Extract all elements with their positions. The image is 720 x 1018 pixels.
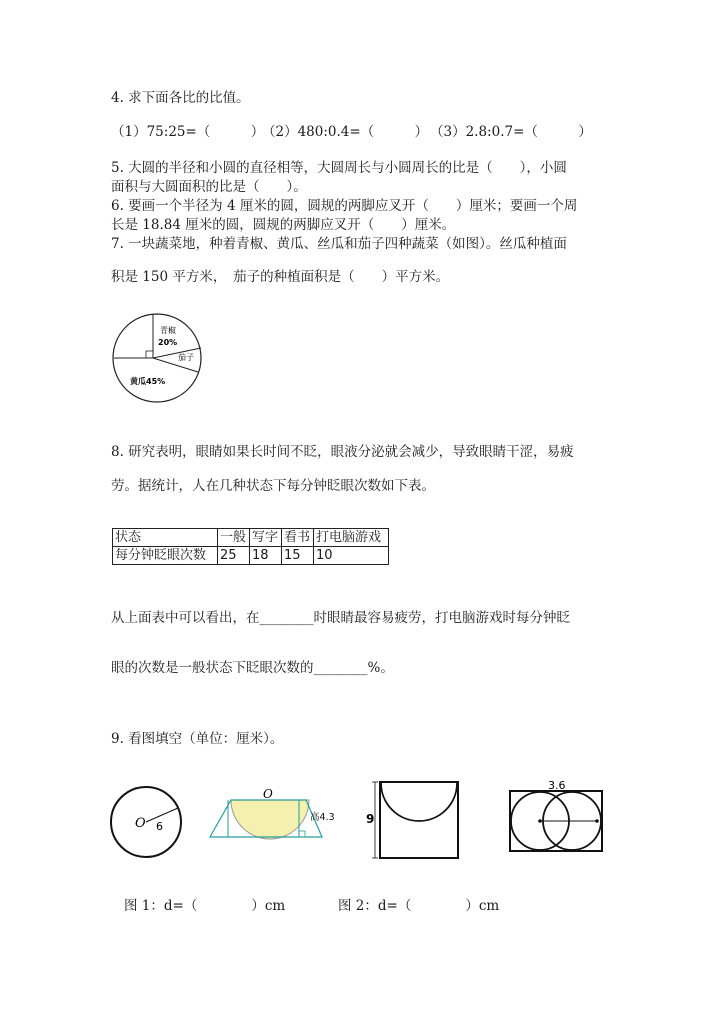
q8-after-line1: 从上面表中可以看出，在________时眼睛最容易疲劳，打电脑游戏时每分钟眨 <box>111 610 570 626</box>
table-header-cell: 看书 <box>282 529 314 547</box>
pie-label-qiezi: 茄子 <box>178 353 194 362</box>
table-cell: 18 <box>250 547 282 565</box>
figure-1-circle <box>108 784 188 864</box>
q4-title: 4. 求下面各比的比值。 <box>111 90 250 106</box>
q8-after-line2: 眼的次数是一般状态下眨眼次数的________%。 <box>111 660 394 676</box>
q4-part3: （3）2.8:0.7=（ ） <box>430 124 592 140</box>
fig4-length-label: 3.6 <box>548 779 566 792</box>
table-cell: 10 <box>314 547 389 565</box>
q9-answer-fig1: 图 1：d=（ ）cm <box>124 898 286 914</box>
table-cell: 25 <box>218 547 250 565</box>
table-header-cell: 打电脑游戏 <box>314 529 389 547</box>
fig2-center-label: O <box>263 787 273 801</box>
q6-line2: 长是 18.84 厘米的圆，圆规的两脚应叉开（ ）厘米。 <box>111 217 456 233</box>
fig2-height-label: 高4.3 <box>310 812 335 823</box>
q8-line1: 8. 研究表明，眼睛如果长时间不眨，眼液分泌就会减少，导致眼睛干涩，易疲 <box>111 444 574 460</box>
figure-4-rectangle <box>506 778 606 854</box>
q7-line1: 7. 一块蔬菜地，种着青椒、黄瓜、丝瓜和茄子四种蔬菜（如图）。丝瓜种植面 <box>111 236 567 252</box>
q7-line2: 积是 150 平方米， 茄子的种植面积是（ ）平方米。 <box>111 269 450 285</box>
fig3-side-label: 9 <box>366 812 375 826</box>
table-header-cell: 一般 <box>218 529 250 547</box>
pie-label-huanggua: 黄瓜45% <box>130 377 166 386</box>
table-header-cell: 写字 <box>250 529 282 547</box>
q4-part2: （2）480:0.4=（ ） <box>262 124 429 140</box>
blink-table <box>112 528 389 565</box>
table-row <box>113 529 389 547</box>
figure-2-trapezoid <box>206 786 335 842</box>
table-row <box>113 547 389 565</box>
table-header-cell: 状态 <box>113 529 218 547</box>
fig1-center-label: O <box>135 816 146 831</box>
pie-label-qingjiao: 青椒 <box>160 326 176 335</box>
q5-line2: 面积与大圆面积的比是（ ）。 <box>111 179 307 195</box>
pie-label-qingjiao-pct: 20% <box>158 338 178 347</box>
q4-part1: （1）75:25=（ ） <box>111 124 265 140</box>
vegetable-pie-chart <box>108 314 208 404</box>
q6-line1: 6. 要画一个半径为 4 厘米的圆，圆规的两脚应叉开（ ）厘米；要画一个周 <box>111 198 578 214</box>
table-cell: 15 <box>282 547 314 565</box>
table-cell: 每分钟眨眼次数 <box>113 547 218 565</box>
q9-title: 9. 看图填空（单位：厘米）。 <box>111 731 284 747</box>
fig1-radius-label: 6 <box>156 820 163 833</box>
q5-line1: 5. 大圆的半径和小圆的直径相等，大圆周长与小圆周长的比是（ ），小圆 <box>111 160 567 176</box>
figure-3-square <box>364 780 464 862</box>
q9-answer-fig2: 图 2：d=（ ）cm <box>338 898 500 914</box>
q8-line2: 劳。据统计，人在几种状态下每分钟眨眼次数如下表。 <box>111 478 435 494</box>
